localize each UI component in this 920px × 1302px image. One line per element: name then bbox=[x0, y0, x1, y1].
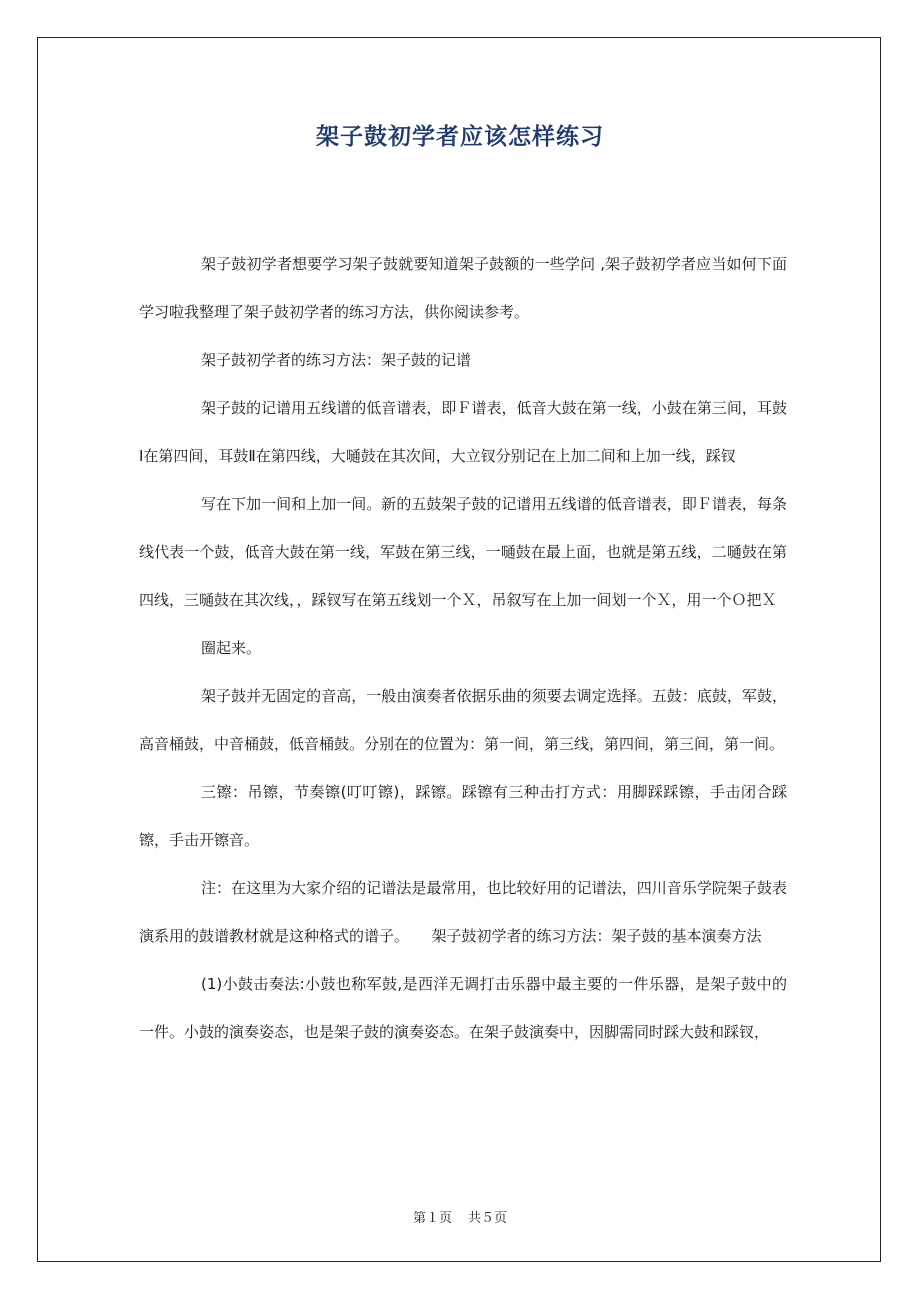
total-pages: 共５页 bbox=[468, 1211, 508, 1226]
paragraph-intro: 架子鼓初学者想要学习架子鼓就要知道架子鼓额的一些学问 ,架子鼓初学者应当如何下面学习啦我整理了架子鼓初学者的练习方法，供你阅读参考。 bbox=[139, 255, 787, 321]
document-title: 架子鼓初学者应该怎样练习 bbox=[316, 124, 604, 150]
paragraph-notation-new: 写在下加一间和上加一间。新的五鼓架子鼓的记谱用五线谱的低音谱表，即Ｆ谱表，每条线代表一个鼓，低音大鼓在第一线，军鼓在第三线，一嗵鼓在最上面，也就是第五线，二嗵鼓在第四线，三嗵鼓在其次线，，踩钗写在第五线划一个Ｘ，吊叙写在上加一间划一个Ｘ，用一个Ｏ把Ｘ bbox=[139, 495, 787, 609]
paragraph-notation-old: 架子鼓的记谱用五线谱的低音谱表，即Ｆ谱表，低音大鼓在第一线，小鼓在第三间，耳鼓Ⅰ在第四间，耳鼓Ⅱ在第四线，大嗵鼓在其次间，大立钗分别记在上加二间和上加一线，踩钗 bbox=[139, 399, 787, 465]
paragraph-note: 注：在这里为大家介绍的记谱法是最常用，也比较好用的记谱法，四川音乐学院架子鼓表演系用的鼓谱教材就是这种格式的谱子。 架子鼓初学者的练习方法：架子鼓的基本演奏方法 bbox=[139, 879, 787, 945]
document-body bbox=[139, 240, 787, 1056]
paragraph-circle: 圈起来。 bbox=[201, 639, 262, 657]
paragraph-snare-technique: (1)小鼓击奏法:小鼓也称军鼓,是西洋无调打击乐器中最主要的一件乐器，是架子鼓中的一件。小鼓的演奏姿态，也是架子鼓的演奏姿态。在架子鼓演奏中，因脚需同时踩大鼓和踩钗， bbox=[139, 975, 787, 1041]
page-footer bbox=[0, 1207, 920, 1226]
paragraph-three-cymbals: 三镲：吊镲，节奏镲(叮叮镲)，踩镲。踩镲有三种击打方式：用脚踩踩镲，手击闭合踩镲，手击开镲音。 bbox=[139, 783, 787, 849]
paragraph-five-drums: 架子鼓并无固定的音高，一般由演奏者依据乐曲的须要去调定选择。五鼓：底鼓，军鼓，高音桶鼓，中音桶鼓，低音桶鼓。分别在的位置为：第一间，第三线，第四间，第三间，第一间。 bbox=[139, 687, 787, 753]
page-number: 第１页 bbox=[412, 1211, 452, 1226]
section-heading-notation: 架子鼓初学者的练习方法：架子鼓的记谱 bbox=[201, 351, 472, 369]
